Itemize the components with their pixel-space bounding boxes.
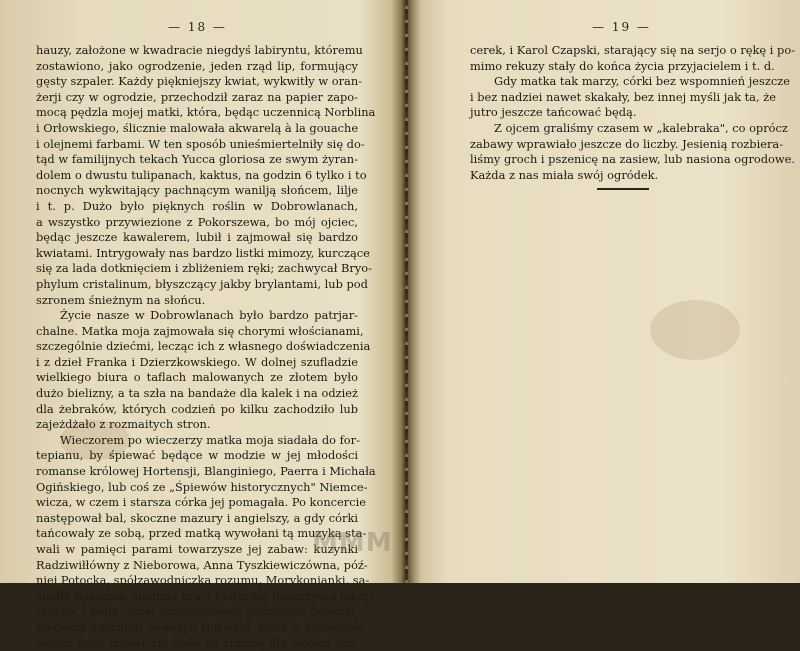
text-line: wicza, w czem i starsza córka jej pomagała. Po koncercie bbox=[36, 495, 366, 510]
text-line: phylum cristalinum, błyszczący jakby brylantami, lub pod bbox=[36, 276, 368, 291]
text-line: Wieczorem po wieczerzy matka moja siadała do for- bbox=[60, 432, 360, 447]
left-page bbox=[0, 0, 395, 650]
text-line: wielkiego biura o taflach malowanych ze złotem było bbox=[36, 370, 358, 385]
text-line: Każda z nas miała swój ogródek. bbox=[470, 167, 659, 182]
text-line: gęsty szpaler. Każdy piękniejszy kwiat, wykwitły w oran- bbox=[36, 74, 363, 89]
text-line: chalne. Matka moja zajmowała się chorymi włościanami, bbox=[36, 323, 364, 338]
text-line: Gdy matka tak marzy, córki bez wspomnień jeszcze bbox=[494, 74, 790, 89]
text-line: jutro jeszcze tańcować będą. bbox=[470, 105, 637, 120]
text-line: żerji czy w ogrodzie, przechodził zaraz na papier zapo- bbox=[36, 89, 358, 104]
text-line: liśmy groch i pszenicę na zasiew, lub nasiona ogrodowe. bbox=[470, 152, 796, 167]
right-page-text bbox=[470, 43, 796, 183]
text-line: będąc jeszcze kawalerem, lubił i zajmował się bardzo bbox=[36, 230, 358, 245]
text-line: a wszystko przywiezione z Pokorszewa, bo mój ojciec, bbox=[36, 214, 358, 229]
watermark: MMM bbox=[312, 528, 393, 558]
text-line: i z dzieł Franka i Dzierzkowskiego. W dolnej szufladzie bbox=[36, 354, 358, 369]
text-line: Radziwiłłówny z Nieborowa, Anna Tyszkiewiczówna, póź- bbox=[36, 557, 368, 572]
text-line: się za lada dotknięciem i zbliżeniem ręki; zachwycał Bryo- bbox=[36, 261, 372, 276]
text-line: wali w pamięci parami towarzysze jej zabaw: kuzynki bbox=[36, 542, 358, 556]
text-line: mocą pędzla mojej matki, która, będąc uczennicą Norblina bbox=[36, 105, 376, 120]
text-line: Ogińskiego, lub coś ze „Śpiewów historycznych" Niemce- bbox=[36, 479, 368, 494]
text-line: Z ojcem graliśmy czasem w „kalebraka", co oprócz bbox=[494, 120, 788, 135]
text-line: szronem śnieżnym na słońcu. bbox=[36, 292, 206, 307]
section-end-rule bbox=[597, 188, 649, 190]
text-line: i olejnemi farbami. W ten sposób unieśmiertelniły się do- bbox=[36, 136, 365, 151]
text-line: mimo rekuzy stały do końca życia przyjacielem i t. d. bbox=[470, 58, 775, 73]
text-line: następował bal, skoczne mazury i angielszy, a gdy córki bbox=[36, 510, 358, 525]
text-line: tąd w familijnych tekach Yucca gloriosa ze swym żyran- bbox=[36, 152, 358, 167]
right-page bbox=[420, 0, 800, 583]
text-line: zabawy wprawiało jeszcze do liczby. Jesienią rozbiera- bbox=[470, 136, 784, 151]
text-line: swoim nosił trzewiczki białe na zmianę dla swoich tan- bbox=[36, 635, 358, 650]
text-line: zajeżdżało z rozmaitych stron. bbox=[36, 417, 211, 432]
right-page-number: — 19 — bbox=[592, 20, 651, 34]
text-line: dużo bielizny, a ta szła na bandaże dla kalek i na odzież bbox=[36, 386, 358, 401]
text-line: tepianu, by śpiewać będące w modzie w jej młodości bbox=[36, 448, 358, 463]
text-line: hauzy, założone w kwadracie niegdyś labiryntu, któremu bbox=[36, 43, 363, 57]
text-line: siadki Rakiszek, siedmiu braci Platerów, towarzysze lekcyj bbox=[36, 588, 374, 603]
text-line: i t. p. Dużo było pięknych roślin w Dobrowlanach, bbox=[36, 198, 358, 213]
text-line: dolem o dwustu tulipanach, kaktus, na godzin 6 tylko i to bbox=[36, 167, 367, 182]
text-line: tańcowały ze sobą, przed matką wywołani tą muzyką sta- bbox=[36, 526, 367, 541]
text-line: niej Potocka, spółzawodniczka rozumu, Morykonianki, są- bbox=[36, 573, 370, 588]
text-line: nocnych wykwitający pachnącym wanilją słońcem, lilje bbox=[36, 183, 358, 198]
text-line: i bez nadziei nawet skakały, bez innej myśli jak ta, że bbox=[470, 89, 776, 104]
left-page-number: — 18 — bbox=[168, 20, 227, 34]
text-line: zostawiono, jako ogrodzenie, jeden rząd lip, formujący bbox=[36, 58, 358, 73]
text-line: pierwszy adorator, Seweryn Horwald, który w szabałasie bbox=[36, 619, 365, 634]
text-line: szczególnie dziećmi, lecząc ich z własnego doświadczenia bbox=[36, 339, 371, 354]
book-binding-thread bbox=[405, 0, 408, 583]
text-line: i Orłowskiego, ślicznie malowała akwarelą à la gouache bbox=[36, 120, 359, 135]
text-line: romanse królowej Hortensji, Blanginiego, Paerra i Michała bbox=[36, 464, 376, 479]
text-line: dla żebraków, których codzień po kilku zachodziło lub bbox=[36, 401, 358, 416]
text-line: cerek, i Karol Czapski, starający się na serjo o rękę i po- bbox=[470, 43, 796, 57]
text-line: tańców i nauk, Józef Szymanowski, późniejszy generał, bbox=[36, 604, 358, 619]
text-line: Życie nasze w Dobrowlanach było bardzo patrjar- bbox=[60, 308, 358, 323]
text-line: kwiatami. Intrygowały nas bardzo listki mimozy, kurczące bbox=[36, 245, 370, 260]
left-page-text bbox=[36, 43, 376, 651]
